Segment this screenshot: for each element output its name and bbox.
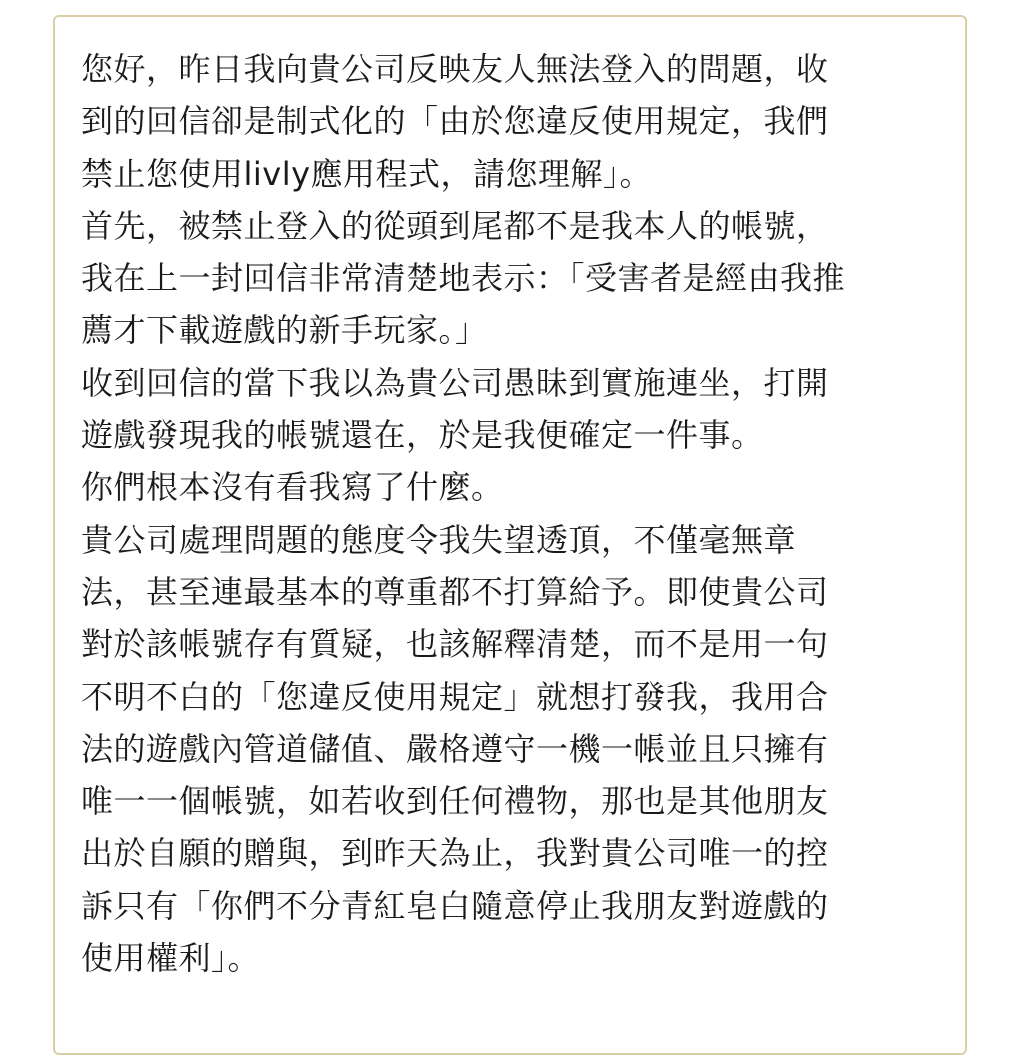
message-card xyxy=(53,15,967,1055)
message-line: 貴公司處理問題的態度令我失望透頂，不僅毫無章 xyxy=(81,520,797,559)
message-line: 遊戲發現我的帳號還在，於是我便確定一件事。 xyxy=(81,416,764,455)
message-body xyxy=(81,43,951,984)
message-line: 我在上一封回信非常清楚地表示：「受害者是經由我推 xyxy=(81,259,846,298)
message-line: 到的回信卻是制式化的「由於您違反使用規定，我們 xyxy=(81,102,829,141)
message-line: 你們根本沒有看我寫了什麼。 xyxy=(81,468,504,507)
message-line: 法的遊戲內管道儲值、嚴格遵守一機一帳並且只擁有 xyxy=(81,729,829,768)
message-line: 首先，被禁止登入的從頭到尾都不是我本人的帳號， xyxy=(81,206,829,245)
message-line: 對於該帳號存有質疑，也該解釋清楚，而不是用一句 xyxy=(81,625,829,664)
message-line: 您好，昨日我向貴公司反映友人無法登入的問題，收 xyxy=(81,50,829,88)
message-line: 薦才下載遊戲的新手玩家。」 xyxy=(81,311,488,350)
message-line: 法，甚至連最基本的尊重都不打算給予。即使貴公司 xyxy=(81,572,829,611)
message-line: 使用權利」。 xyxy=(81,939,261,978)
message-line: 禁止您使用livly應用程式，請您理解」。 xyxy=(81,154,653,193)
message-line: 訴只有「你們不分青紅皂白隨意停止我朋友對遊戲的 xyxy=(81,886,829,925)
message-line: 不明不白的「您違反使用規定」就想打發我，我用合 xyxy=(81,677,829,716)
message-line: 收到回信的當下我以為貴公司愚昧到實施連坐，打開 xyxy=(81,363,829,402)
message-line: 唯一一個帳號，如若收到任何禮物，那也是其他朋友 xyxy=(81,782,829,821)
message-line: 出於自願的贈與，到昨天為止，我對貴公司唯一的控 xyxy=(81,834,829,873)
